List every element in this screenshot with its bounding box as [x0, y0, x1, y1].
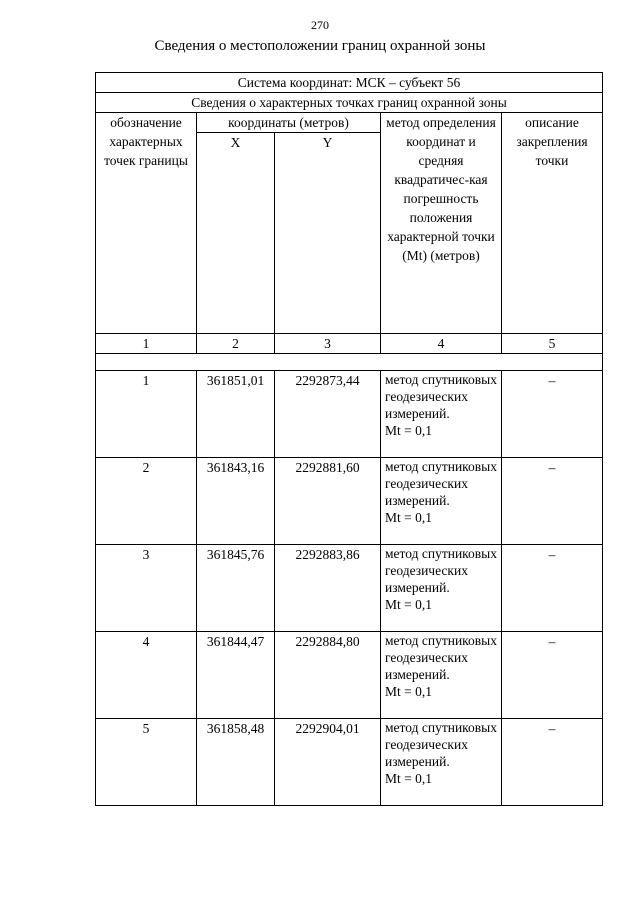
point-x: 361843,16	[197, 458, 275, 545]
mt-value: Mt = 0,1	[385, 510, 432, 525]
point-x: 361844,47	[197, 632, 275, 719]
empty-separator-row	[96, 354, 603, 371]
point-method	[381, 632, 502, 719]
header-description: описание закрепления точки	[502, 113, 603, 334]
point-method	[381, 458, 502, 545]
method-text: метод спутниковых геодезических измерений.	[385, 633, 497, 682]
header-coordinates: координаты (метров)	[197, 113, 381, 133]
method-text: метод спутниковых геодезических измерений.	[385, 459, 497, 508]
document-title: Сведения о местоположении границ охранной зоны	[154, 38, 486, 54]
header-method: метод определения координат и средняя квадратичес-кая погрешность положения характерной точки (Mt) (метров)	[381, 113, 502, 334]
column-number: 1	[96, 334, 197, 354]
mt-value: Mt = 0,1	[385, 684, 432, 699]
coordinate-system: Система координат: МСК – субъект 56	[96, 73, 603, 93]
point-y: 2292883,86	[275, 545, 381, 632]
point-x: 361845,76	[197, 545, 275, 632]
column-number: 5	[502, 334, 603, 354]
column-number: 2	[197, 334, 275, 354]
table-row	[96, 545, 603, 632]
mt-value: Mt = 0,1	[385, 597, 432, 612]
table-row	[96, 719, 603, 806]
mt-value: Mt = 0,1	[385, 423, 432, 438]
point-y: 2292881,60	[275, 458, 381, 545]
point-y: 2292904,01	[275, 719, 381, 806]
point-id: 1	[96, 371, 197, 458]
method-text: метод спутниковых геодезических измерений.	[385, 372, 497, 421]
point-description: –	[502, 545, 603, 632]
point-method	[381, 371, 502, 458]
point-id: 2	[96, 458, 197, 545]
coordinates-table	[95, 72, 603, 806]
column-number: 3	[275, 334, 381, 354]
point-description: –	[502, 458, 603, 545]
point-method	[381, 545, 502, 632]
point-id: 4	[96, 632, 197, 719]
header-y: Y	[275, 133, 381, 334]
method-text: метод спутниковых геодезических измерений.	[385, 546, 497, 595]
point-id: 5	[96, 719, 197, 806]
point-x: 361851,01	[197, 371, 275, 458]
point-y: 2292873,44	[275, 371, 381, 458]
point-id: 3	[96, 545, 197, 632]
point-method	[381, 719, 502, 806]
point-description: –	[502, 371, 603, 458]
header-designation: обозначение характерных точек границы	[96, 113, 197, 334]
table-row	[96, 371, 603, 458]
point-y: 2292884,80	[275, 632, 381, 719]
point-description: –	[502, 719, 603, 806]
method-text: метод спутниковых геодезических измерений.	[385, 720, 497, 769]
table-row	[96, 458, 603, 545]
point-description: –	[502, 632, 603, 719]
header-x: X	[197, 133, 275, 334]
page-number: 270	[311, 18, 329, 32]
table-row	[96, 632, 603, 719]
column-number: 4	[381, 334, 502, 354]
point-x: 361858,48	[197, 719, 275, 806]
points-section-header: Сведения о характерных точках границ охранной зоны	[96, 93, 603, 113]
mt-value: Mt = 0,1	[385, 771, 432, 786]
